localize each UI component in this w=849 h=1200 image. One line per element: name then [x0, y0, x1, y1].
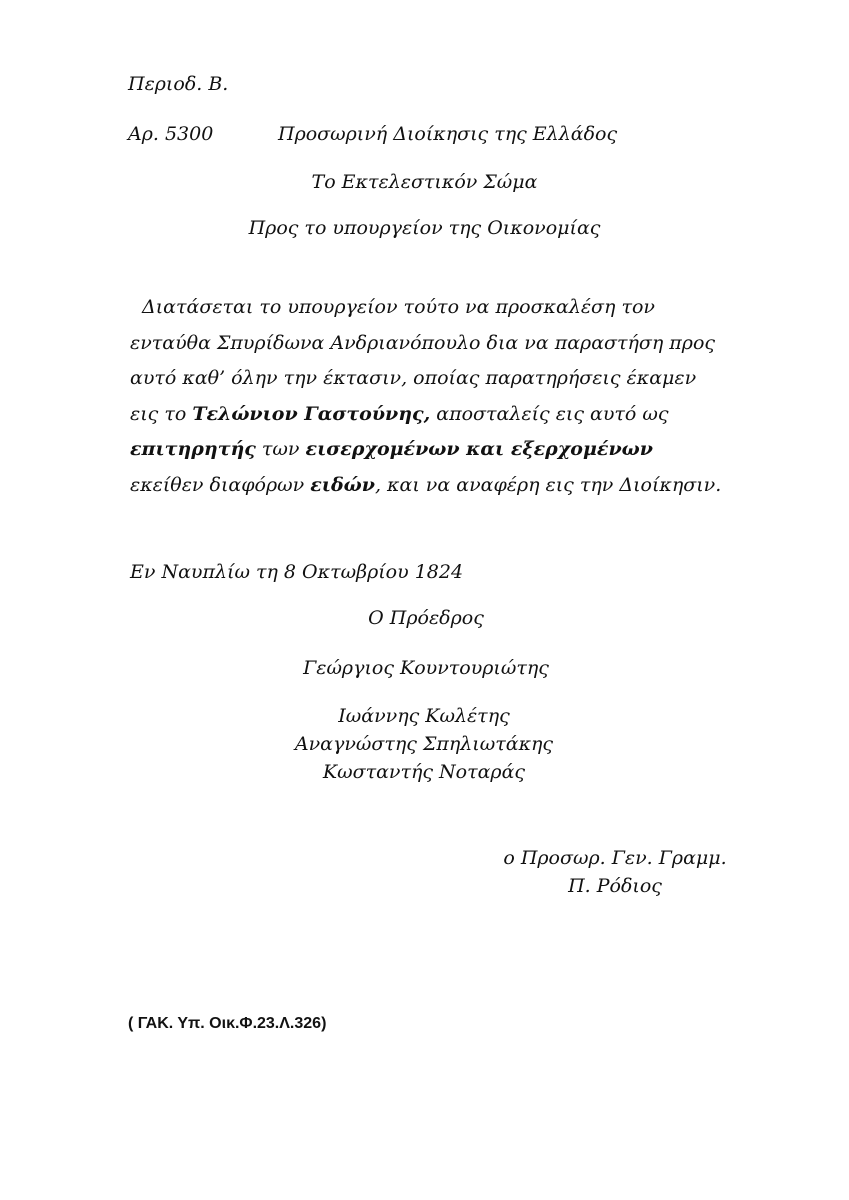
- period-label: Περιοδ. Β.: [128, 73, 229, 95]
- member-signature: Κωσταντής Νοταράς: [322, 761, 526, 783]
- date-line: Εν Ναυπλίω τη 8 Οκτωβρίου 1824: [130, 561, 464, 583]
- paragraph-text: Διατάσεται το υπουργείον τούτο να προσκαλέση τον ενταύθα Σπυρίδωνα Ανδριανόπουλο δια να παραστήση προς αυτό καθ’ όλην την έκτασιν, οποίας παρατηρήσεις έκαμεν εις το: [130, 296, 716, 425]
- secretary-title: ο Προσωρ. Γεν. Γραμμ.: [503, 847, 727, 869]
- main-paragraph: [130, 290, 730, 503]
- member-signature: Ιωάννης Κωλέτης: [338, 705, 510, 727]
- paragraph-bold-customs: Τελώνιον Γαστούνης,: [192, 402, 431, 425]
- paragraph-text: , και να αναφέρη εις την Διοίκησιν.: [374, 473, 722, 496]
- recipient-heading: Προς το υπουργείον της Οικονομίας: [248, 217, 601, 239]
- paragraph-bold-supervisor: επιτηρητής: [130, 438, 256, 460]
- member-signature: Αναγνώστης Σπηλιωτάκης: [294, 733, 554, 755]
- archive-reference: ( ΓΑΚ. Υπ. Οικ.Φ.23.Λ.326): [128, 1015, 327, 1032]
- secretary-name: Π. Ρόδιος: [568, 875, 662, 897]
- paragraph-text: εκείθεν διαφόρων: [130, 473, 311, 496]
- document-number: Αρ. 5300: [128, 123, 214, 145]
- president-title: Ο Πρόεδρος: [368, 607, 484, 629]
- paragraph-text: αποσταλείς εις αυτό ως: [430, 402, 669, 425]
- executive-body-heading: Το Εκτελεστικόν Σώμα: [311, 171, 538, 193]
- president-name: Γεώργιος Κουντουριώτης: [303, 657, 549, 679]
- paragraph-bold-goods: εισερχομένων και εξερχομένων: [305, 438, 653, 460]
- paragraph-text: των: [255, 438, 306, 460]
- government-heading: Προσωρινή Διοίκησις της Ελλάδος: [278, 123, 618, 145]
- paragraph-bold-items: ειδών: [310, 473, 375, 496]
